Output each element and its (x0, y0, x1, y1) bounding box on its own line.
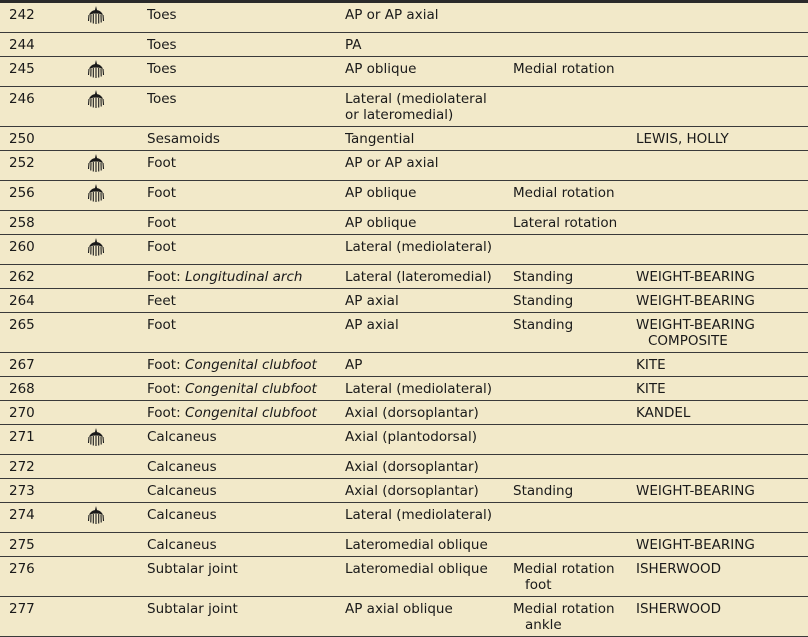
page-number-cell (0, 33, 85, 57)
icon-cell (85, 211, 147, 235)
method: ISHERWOOD (636, 601, 722, 617)
icon-cell (85, 313, 147, 353)
icon-cell (85, 57, 147, 87)
projection-cell (345, 265, 513, 289)
method-cell (636, 557, 808, 597)
position-cell (513, 503, 636, 533)
position-cell (513, 265, 636, 289)
page-number: 276 (9, 561, 35, 577)
table-row (0, 211, 808, 235)
page-number: 262 (9, 269, 35, 285)
projection: Axial (plantodorsal) (345, 429, 477, 445)
body-part: Calcaneus (147, 459, 217, 475)
table-row (0, 425, 808, 455)
position-cell (513, 533, 636, 557)
body-part-cell (147, 353, 345, 377)
projection: Tangential (345, 131, 415, 147)
position-cell (513, 455, 636, 479)
method-cell (636, 57, 808, 87)
projection-cell (345, 425, 513, 455)
page-number-cell (0, 87, 85, 127)
method-cell (636, 211, 808, 235)
projection: Lateromedial oblique (345, 561, 488, 577)
body-part-cell (147, 33, 345, 57)
body-part: Toes (147, 91, 177, 107)
body-part: Calcaneus (147, 483, 217, 499)
position-cell (513, 479, 636, 503)
essential-projection-icon (86, 183, 108, 203)
position-cell (513, 401, 636, 425)
projection-cell (345, 533, 513, 557)
projection-cell (345, 597, 513, 637)
page-number: 277 (9, 601, 35, 617)
body-part: Foot: (147, 381, 185, 397)
page-number-cell (0, 127, 85, 151)
page-number: 244 (9, 37, 35, 53)
page-number-cell (0, 151, 85, 181)
method-cell (636, 503, 808, 533)
method: KITE (636, 357, 666, 373)
position: Standing (513, 269, 574, 285)
essential-projection-icon (86, 237, 108, 257)
table-row (0, 401, 808, 425)
position-cell (513, 425, 636, 455)
page-number: 256 (9, 185, 35, 201)
page-number: 267 (9, 357, 35, 373)
page-number: 272 (9, 459, 35, 475)
page-number: 270 (9, 405, 35, 421)
body-part: Toes (147, 61, 177, 77)
projections-table (0, 3, 808, 637)
body-part: Foot (147, 185, 177, 201)
body-part-cell (147, 57, 345, 87)
projection-cell (345, 151, 513, 181)
body-part-cell (147, 425, 345, 455)
position: Medial rotation (513, 61, 615, 77)
essential-projection-icon (86, 5, 108, 25)
icon-cell (85, 265, 147, 289)
position-cell (513, 557, 636, 597)
projection: Lateral (mediolateral) (345, 239, 493, 255)
projection: AP oblique (345, 61, 417, 77)
table-row (0, 3, 808, 33)
body-part-cell (147, 533, 345, 557)
position-cell (513, 235, 636, 265)
projection: AP axial (345, 317, 399, 333)
method-cell (636, 377, 808, 401)
page-number: 265 (9, 317, 35, 333)
page-number: 252 (9, 155, 35, 171)
page-number: 260 (9, 239, 35, 255)
body-part-qualifier: Congenital clubfoot (184, 405, 317, 421)
body-part-cell (147, 289, 345, 313)
projection-cell (345, 353, 513, 377)
icon-cell (85, 455, 147, 479)
position: Medial rotation (513, 601, 615, 617)
position-cell (513, 211, 636, 235)
method-cell (636, 425, 808, 455)
page-number: 245 (9, 61, 35, 77)
method-cell (636, 289, 808, 313)
method: KANDEL (636, 405, 691, 421)
page-number-cell (0, 57, 85, 87)
essential-projection-icon (86, 59, 108, 79)
method-cell (636, 313, 808, 353)
projection-continued: or lateromedial) (345, 107, 454, 123)
projection-cell (345, 87, 513, 127)
body-part: Calcaneus (147, 429, 217, 445)
body-part: Calcaneus (147, 507, 217, 523)
essential-projection-icon (86, 427, 108, 447)
projection: AP or AP axial (345, 7, 439, 23)
method-cell (636, 3, 808, 33)
position-continued: foot (525, 577, 552, 593)
essential-projection-icon (86, 505, 108, 525)
projection-cell (345, 455, 513, 479)
table-row (0, 455, 808, 479)
projection: Lateral (lateromedial) (345, 269, 492, 285)
projection: Axial (dorsoplantar) (345, 405, 479, 421)
icon-cell (85, 127, 147, 151)
projection-cell (345, 401, 513, 425)
page-number-cell (0, 503, 85, 533)
body-part-cell (147, 87, 345, 127)
projection-cell (345, 377, 513, 401)
method: WEIGHT-BEARING (636, 269, 755, 285)
page-number-cell (0, 533, 85, 557)
position-cell (513, 127, 636, 151)
method-continued: COMPOSITE (648, 333, 728, 349)
body-part-cell (147, 597, 345, 637)
projection: Lateromedial oblique (345, 537, 488, 553)
body-part: Sesamoids (147, 131, 220, 147)
position-cell (513, 353, 636, 377)
body-part-cell (147, 3, 345, 33)
page-number: 268 (9, 381, 35, 397)
method-cell (636, 597, 808, 637)
method: WEIGHT-BEARING (636, 317, 755, 333)
method: WEIGHT-BEARING (636, 483, 755, 499)
body-part: Foot: (147, 405, 185, 421)
table-row (0, 353, 808, 377)
position-cell (513, 3, 636, 33)
body-part: Foot: (147, 269, 185, 285)
page-number: 264 (9, 293, 35, 309)
method-cell (636, 33, 808, 57)
icon-cell (85, 3, 147, 33)
page-number: 250 (9, 131, 35, 147)
body-part-qualifier: Congenital clubfoot (184, 381, 317, 397)
icon-cell (85, 33, 147, 57)
page-number: 271 (9, 429, 35, 445)
page-number-cell (0, 181, 85, 211)
position: Medial rotation (513, 185, 615, 201)
page-number-cell (0, 479, 85, 503)
position: Medial rotation (513, 561, 615, 577)
body-part-cell (147, 557, 345, 597)
projection-cell (345, 479, 513, 503)
icon-cell (85, 425, 147, 455)
projection-cell (345, 181, 513, 211)
position-cell (513, 33, 636, 57)
page-number-cell (0, 455, 85, 479)
icon-cell (85, 557, 147, 597)
method-cell (636, 87, 808, 127)
icon-cell (85, 377, 147, 401)
method-cell (636, 401, 808, 425)
body-part: Feet (147, 293, 176, 309)
projection: AP axial (345, 293, 399, 309)
icon-cell (85, 235, 147, 265)
page-number-cell (0, 377, 85, 401)
page-number: 275 (9, 537, 35, 553)
projection: AP oblique (345, 185, 417, 201)
method: LEWIS, HOLLY (636, 131, 729, 147)
body-part: Subtalar joint (147, 561, 238, 577)
icon-cell (85, 503, 147, 533)
table-row (0, 57, 808, 87)
method-cell (636, 127, 808, 151)
icon-cell (85, 289, 147, 313)
position-cell (513, 597, 636, 637)
table-row (0, 503, 808, 533)
position: Standing (513, 293, 574, 309)
body-part-cell (147, 313, 345, 353)
body-part-cell (147, 401, 345, 425)
page-number-cell (0, 313, 85, 353)
method-cell (636, 151, 808, 181)
projection-cell (345, 211, 513, 235)
projection: Axial (dorsoplantar) (345, 483, 479, 499)
method-cell (636, 533, 808, 557)
body-part-cell (147, 181, 345, 211)
position-cell (513, 57, 636, 87)
table-row (0, 33, 808, 57)
body-part: Toes (147, 37, 177, 53)
projection: Lateral (mediolateral (345, 91, 487, 107)
page-number-cell (0, 289, 85, 313)
projection-cell (345, 57, 513, 87)
method: WEIGHT-BEARING (636, 293, 755, 309)
page-number-cell (0, 3, 85, 33)
position-cell (513, 181, 636, 211)
page-number: 258 (9, 215, 35, 231)
table-row (0, 479, 808, 503)
page-number-cell (0, 235, 85, 265)
method: KITE (636, 381, 666, 397)
page-number: 242 (9, 7, 35, 23)
body-part: Foot (147, 239, 177, 255)
position-cell (513, 377, 636, 401)
icon-cell (85, 533, 147, 557)
method-cell (636, 235, 808, 265)
body-part-cell (147, 211, 345, 235)
page-number-cell (0, 265, 85, 289)
page-number-cell (0, 401, 85, 425)
body-part-qualifier: Longitudinal arch (184, 269, 303, 285)
body-part: Foot (147, 317, 177, 333)
body-part-cell (147, 151, 345, 181)
page-number: 274 (9, 507, 35, 523)
position-cell (513, 87, 636, 127)
essential-projection-icon (86, 153, 108, 173)
projection-cell (345, 235, 513, 265)
body-part-cell (147, 235, 345, 265)
body-part: Subtalar joint (147, 601, 238, 617)
page-number-cell (0, 353, 85, 377)
table-row (0, 151, 808, 181)
table-row (0, 87, 808, 127)
position: Standing (513, 483, 574, 499)
body-part-cell (147, 377, 345, 401)
method-cell (636, 455, 808, 479)
page-number-cell (0, 211, 85, 235)
table-row (0, 377, 808, 401)
icon-cell (85, 87, 147, 127)
position: Standing (513, 317, 574, 333)
table-row (0, 265, 808, 289)
table-row (0, 557, 808, 597)
projection: AP (345, 357, 363, 373)
table-row (0, 313, 808, 353)
page-number: 246 (9, 91, 35, 107)
essential-projection-icon (86, 89, 108, 109)
body-part-cell (147, 455, 345, 479)
position-cell (513, 289, 636, 313)
body-part: Toes (147, 7, 177, 23)
projection: AP or AP axial (345, 155, 439, 171)
table-row (0, 235, 808, 265)
projection-cell (345, 503, 513, 533)
method-cell (636, 479, 808, 503)
body-part-qualifier: Congenital clubfoot (184, 357, 317, 373)
icon-cell (85, 597, 147, 637)
projection: AP axial oblique (345, 601, 453, 617)
table-body (0, 3, 808, 637)
page-number-cell (0, 425, 85, 455)
body-part-cell (147, 479, 345, 503)
table-row (0, 533, 808, 557)
table-row (0, 597, 808, 637)
position-cell (513, 313, 636, 353)
method: WEIGHT-BEARING (636, 537, 755, 553)
icon-cell (85, 401, 147, 425)
body-part-cell (147, 265, 345, 289)
projection: Lateral (mediolateral) (345, 507, 493, 523)
page-number: 273 (9, 483, 35, 499)
icon-cell (85, 151, 147, 181)
projection: Lateral (mediolateral) (345, 381, 493, 397)
projection-cell (345, 313, 513, 353)
body-part: Foot (147, 215, 177, 231)
projection: AP oblique (345, 215, 417, 231)
projection-cell (345, 557, 513, 597)
icon-cell (85, 353, 147, 377)
page-number-cell (0, 557, 85, 597)
method-cell (636, 353, 808, 377)
projection-cell (345, 3, 513, 33)
method-cell (636, 265, 808, 289)
body-part: Calcaneus (147, 537, 217, 553)
position: Lateral rotation (513, 215, 618, 231)
position-cell (513, 151, 636, 181)
table-row (0, 127, 808, 151)
projection-cell (345, 33, 513, 57)
projection-cell (345, 127, 513, 151)
icon-cell (85, 181, 147, 211)
body-part-cell (147, 503, 345, 533)
body-part: Foot: (147, 357, 185, 373)
projection-cell (345, 289, 513, 313)
projection: Axial (dorsoplantar) (345, 459, 479, 475)
position-continued: ankle (525, 617, 562, 633)
table-row (0, 181, 808, 211)
method: ISHERWOOD (636, 561, 722, 577)
icon-cell (85, 479, 147, 503)
table-row (0, 289, 808, 313)
page-number-cell (0, 597, 85, 637)
method-cell (636, 181, 808, 211)
projection: PA (345, 37, 362, 53)
body-part-cell (147, 127, 345, 151)
body-part: Foot (147, 155, 177, 171)
